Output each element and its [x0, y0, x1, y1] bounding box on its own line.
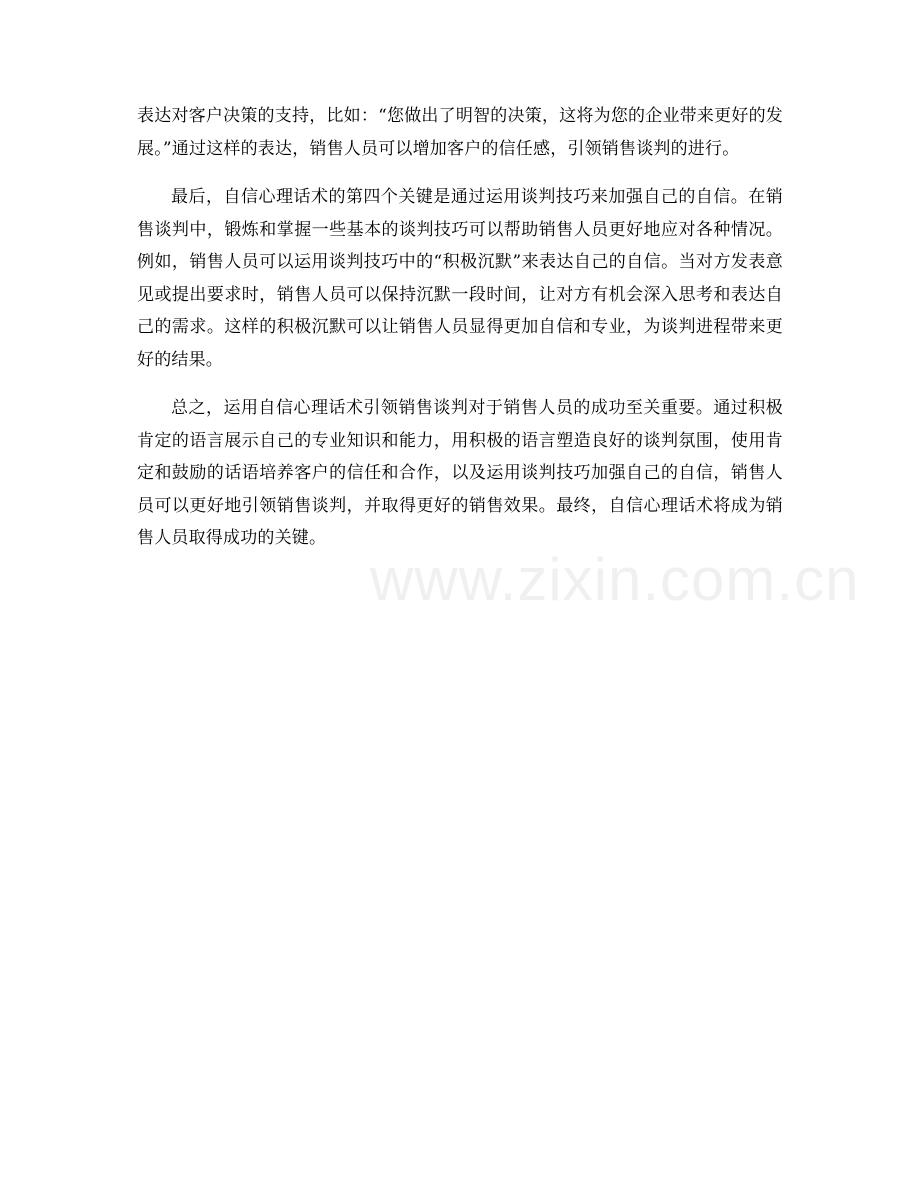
- paragraph-conclusion: 总之，运用自信心理话术引领销售谈判对于销售人员的成功至关重要。通过积极肯定的语言展示自己的专业知识和能力，用积极的语言塑造良好的谈判氛围，使用肯定和鼓励的话语培养客户的信任和合作，以及运用谈判技巧加强自己的自信，销售人员可以更好地引领销售谈判，并取得更好的销售效果。最终，自信心理话术将成为销售人员取得成功的关键。: [137, 398, 783, 548]
- watermark-text: www.zixin.com.cn: [370, 546, 860, 613]
- paragraph-negotiation-skills: 最后，自信心理话术的第四个关键是通过运用谈判技巧来加强自己的自信。在销售谈判中，锻炼和掌握一些基本的谈判技巧可以帮助销售人员更好地应对各种情况。例如，销售人员可以运用谈判技巧中的“积极沉默”来表达自己的自信。当对方发表意见或提出要求时，销售人员可以保持沉默一段时间，让对方有机会深入思考和表达自己的需求。这样的积极沉默可以让销售人员显得更加自信和专业，为谈判进程带来更好的结果。: [137, 187, 783, 370]
- document-body: [137, 100, 783, 571]
- paragraph-continuation: 表达对客户决策的支持，比如：“您做出了明智的决策，这将为您的企业带来更好的发展。”通过这样的表达，销售人员可以增加客户的信任感，引领销售谈判的进行。: [137, 106, 783, 159]
